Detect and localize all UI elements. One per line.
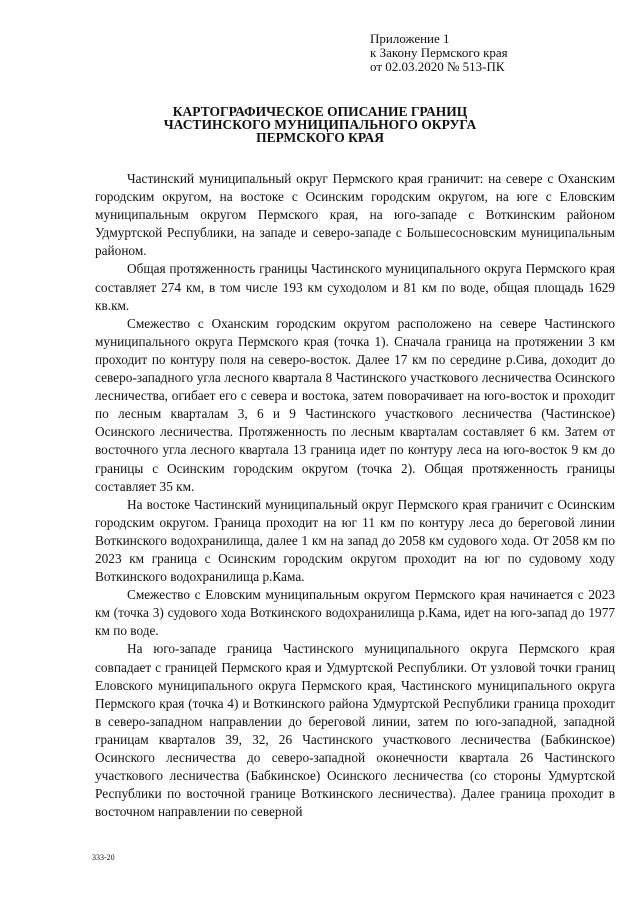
document-title: [90, 105, 550, 144]
title-line-1: КАРТОГРАФИЧЕСКОЕ ОПИСАНИЕ ГРАНИЦ: [172, 104, 468, 119]
paragraph-border-length: Общая протяженность границы Частинского муниципального округа Пермского края составляет 274 км, в том числе 193 км суходолом и 81 км по воде, общая площадь 1629 кв.км.: [95, 261, 615, 313]
appendix-line-1: Приложение 1: [370, 31, 450, 46]
document-body: [95, 170, 615, 821]
paragraph-southwest-border: На юго-западе граница Частинского муниципального округа Пермского края совпадает с границей Пермского края и Удмуртской Республики. От узловой точки границ Еловского муниципального округа Пермского края, Частинского муниципального округа Пермского края (точка 4) и Воткинского района Удмуртской Республики граница проходит в северо-западном направлении до береговой линии, затем по юго-западной, западной границам кварталов 39, 32, 26 Частинского участкового лесничества (Бабкинское) Осинского лесничества до северо-западной оконечности квартала 26 Частинского участкового лесничества (Бабкинское) Осинского лесничества (со стороны Удмуртской Республики по восточной границе Воткинского лесничества). Далее граница проходит в восточном направлении по северной: [95, 641, 615, 820]
footer-code: 333-20: [92, 853, 115, 862]
title-line-2: ЧАСТИНСКОГО МУНИЦИПАЛЬНОГО ОКРУГА: [163, 117, 477, 132]
paragraph-elovo-border: Смежество с Еловским муниципальным округом Пермского края начинается с 2023 км (точка 3) судового хода Воткинского водохранилища р.Кама, идет на юго-запад до 1977 км по воде.: [95, 587, 615, 639]
appendix-line-2: к Закону Пермского края: [370, 45, 508, 60]
paragraph-osa-border: На востоке Частинский муниципальный округ Пермского края граничит с Осинским городским округом. Граница проходит на юг 11 км по контуру леса до береговой линии Воткинского водохранилища, далее 1 км на запад до 2058 км судового хода. От 2058 км по 2023 км граница с Осинским городским округом проходит на юг по судовому ходу Воткинского водохранилища р.Кама.: [95, 496, 615, 585]
title-line-3: ПЕРМСКОГО КРАЯ: [256, 130, 384, 145]
paragraph-borders-overview: Частинский муниципальный округ Пермского края граничит: на севере с Оханским городским округом, на востоке с Осинским городским округом, на юге с Еловским муниципальным округом Пермского края, на юго-западе с Воткинским районом Удмуртской Республики, на западе и северо-западе с Большесосновским муниципальным районом.: [95, 171, 615, 259]
appendix-line-3: от 02.03.2020 № 513-ПК: [370, 59, 505, 74]
appendix-header: [370, 32, 620, 74]
paragraph-okhansk-border: Смежество с Оханским городским округом расположено на севере Частинского муниципального округа Пермского края (точка 1). Сначала граница на протяжении 3 км проходит по контуру поля на северо-восток. Далее 17 км по середине р.Сива, доходит до северо-западного угла лесного квартала 8 Частинского участкового лесничества Осинского лесничества, огибает его с севера и востока, затем поворачивает на юго-восток и проходит по лесным кварталам 3, 6 и 9 Частинского участкового лесничества (Частинское) Осинского лесничества. Протяженность по лесным кварталам составляет 6 км. Затем от восточного угла лесного квартала 13 граница идет по контуру леса на юго-восток 9 км до границы с Осинским городским округом (точка 2). Общая протяженность границы составляет 35 км.: [95, 315, 615, 494]
